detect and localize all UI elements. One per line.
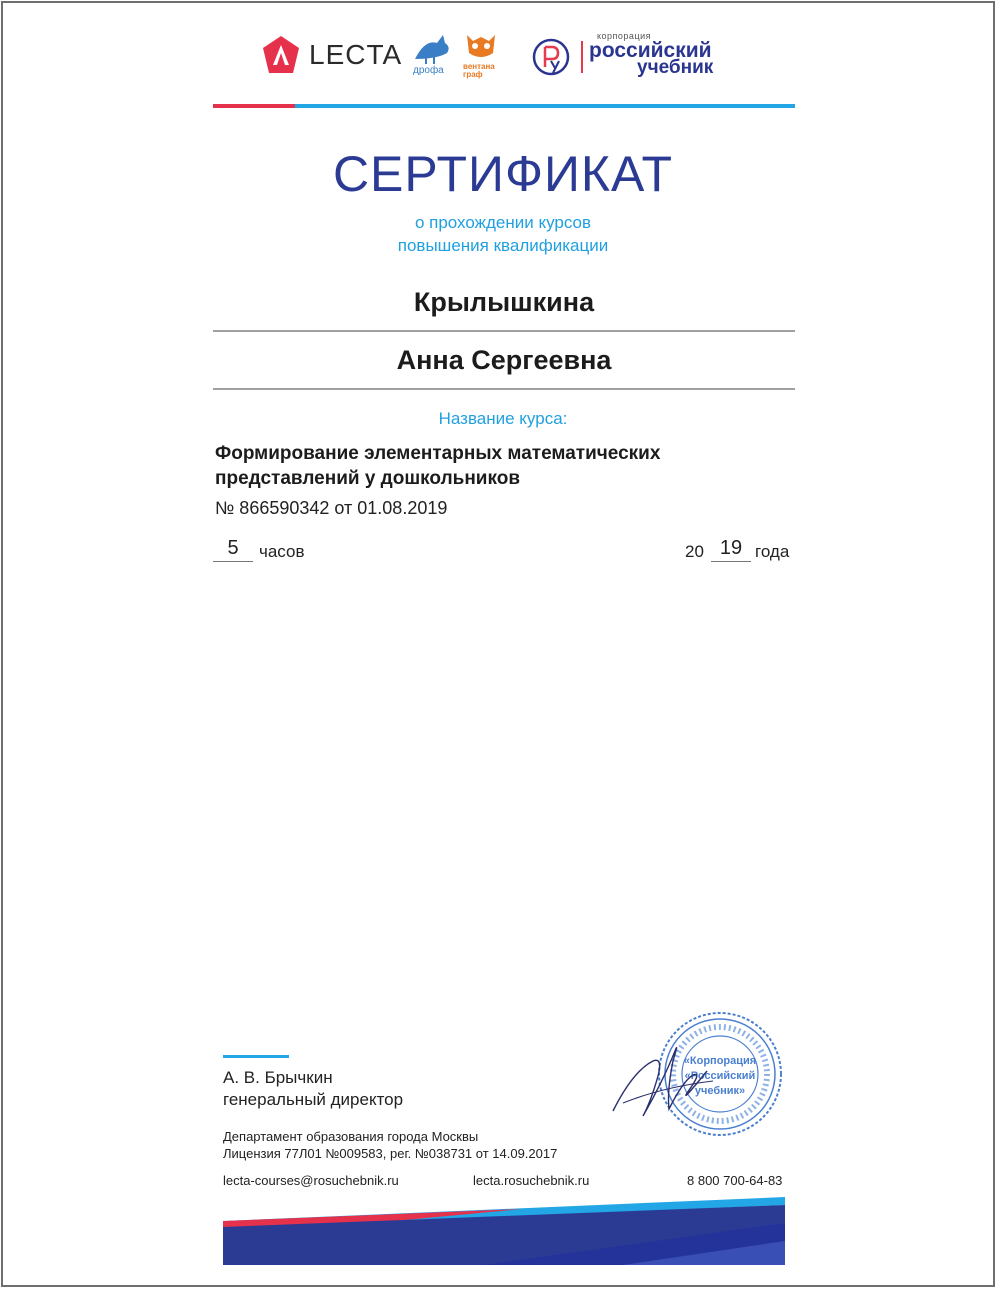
year-unit: года [755, 542, 790, 561]
stamp-line3: учебник» [694, 1085, 746, 1097]
handwritten-signature [603, 1031, 723, 1127]
ru-logo-small-text: корпорация [597, 31, 651, 41]
ventana-logo-text [463, 63, 495, 79]
ventana-line1: вентана [463, 62, 495, 71]
contact-website: lecta.rosuchebnik.ru [473, 1173, 590, 1188]
course-name-line2: представлений у дошкольников [215, 468, 521, 489]
certificate-title: СЕРТИФИКАТ [332, 146, 674, 202]
given-names-underline [213, 388, 795, 390]
subtitle-line2: повышения квалификации [397, 236, 609, 255]
certificate-number: № 866590342 от 01.08.2019 [215, 498, 448, 518]
subtitle-line1: о прохождении курсов [414, 213, 592, 232]
russian-textbook-logo [531, 31, 731, 81]
drofa-logo-text: дрофа [413, 65, 444, 76]
drofa-logo [411, 33, 457, 77]
contact-phone: 8 800 700-64-83 [687, 1173, 783, 1188]
bird-icon [411, 33, 455, 65]
contact-email: lecta-courses@rosuchebnik.ru [223, 1173, 399, 1188]
certificate-subtitle [3, 211, 1000, 257]
course-label: Название курса: [438, 409, 568, 428]
hours-value: 5 [213, 537, 253, 562]
footer-decorative-band [223, 1197, 785, 1265]
year-value: 19 [711, 537, 751, 562]
header-rule-red [213, 104, 295, 108]
recipient-surname: Крылышкина [413, 287, 595, 317]
logo-separator [581, 41, 583, 73]
signatory-name: А. В. Брычкин [223, 1068, 333, 1087]
ventana-logo [463, 33, 501, 77]
signatory-rule [223, 1055, 289, 1058]
certificate-page [1, 1, 995, 1287]
year-prefix: 20 [685, 542, 704, 561]
stamp-line1: «Корпорация [683, 1055, 757, 1067]
ventana-owl-icon [463, 33, 499, 61]
ventana-line2: граф [463, 70, 483, 79]
surname-underline [213, 330, 795, 332]
lecta-logo [261, 33, 401, 77]
hours-unit: часов [259, 542, 305, 561]
lecta-logo-text: LECTA [309, 39, 403, 70]
lecta-logo-icon [261, 35, 301, 75]
stamp-line2: «Российский [684, 1070, 756, 1082]
ru-logo-line2: учебник [637, 57, 714, 78]
ru-logo-line1: российский [589, 39, 712, 62]
recipient-given-names: Анна Сергеевна [396, 345, 612, 375]
course-name [215, 441, 795, 491]
header-rule-blue [295, 104, 795, 108]
ru-circle-icon [531, 37, 571, 77]
license-text: Лицензия 77Л01 №009583, рег. №038731 от 14.09.2017 [223, 1146, 558, 1161]
signatory-position: генеральный директор [223, 1090, 404, 1109]
department-text: Департамент образования города Москвы [223, 1129, 479, 1144]
course-name-line1: Формирование элементарных математических [215, 443, 661, 464]
